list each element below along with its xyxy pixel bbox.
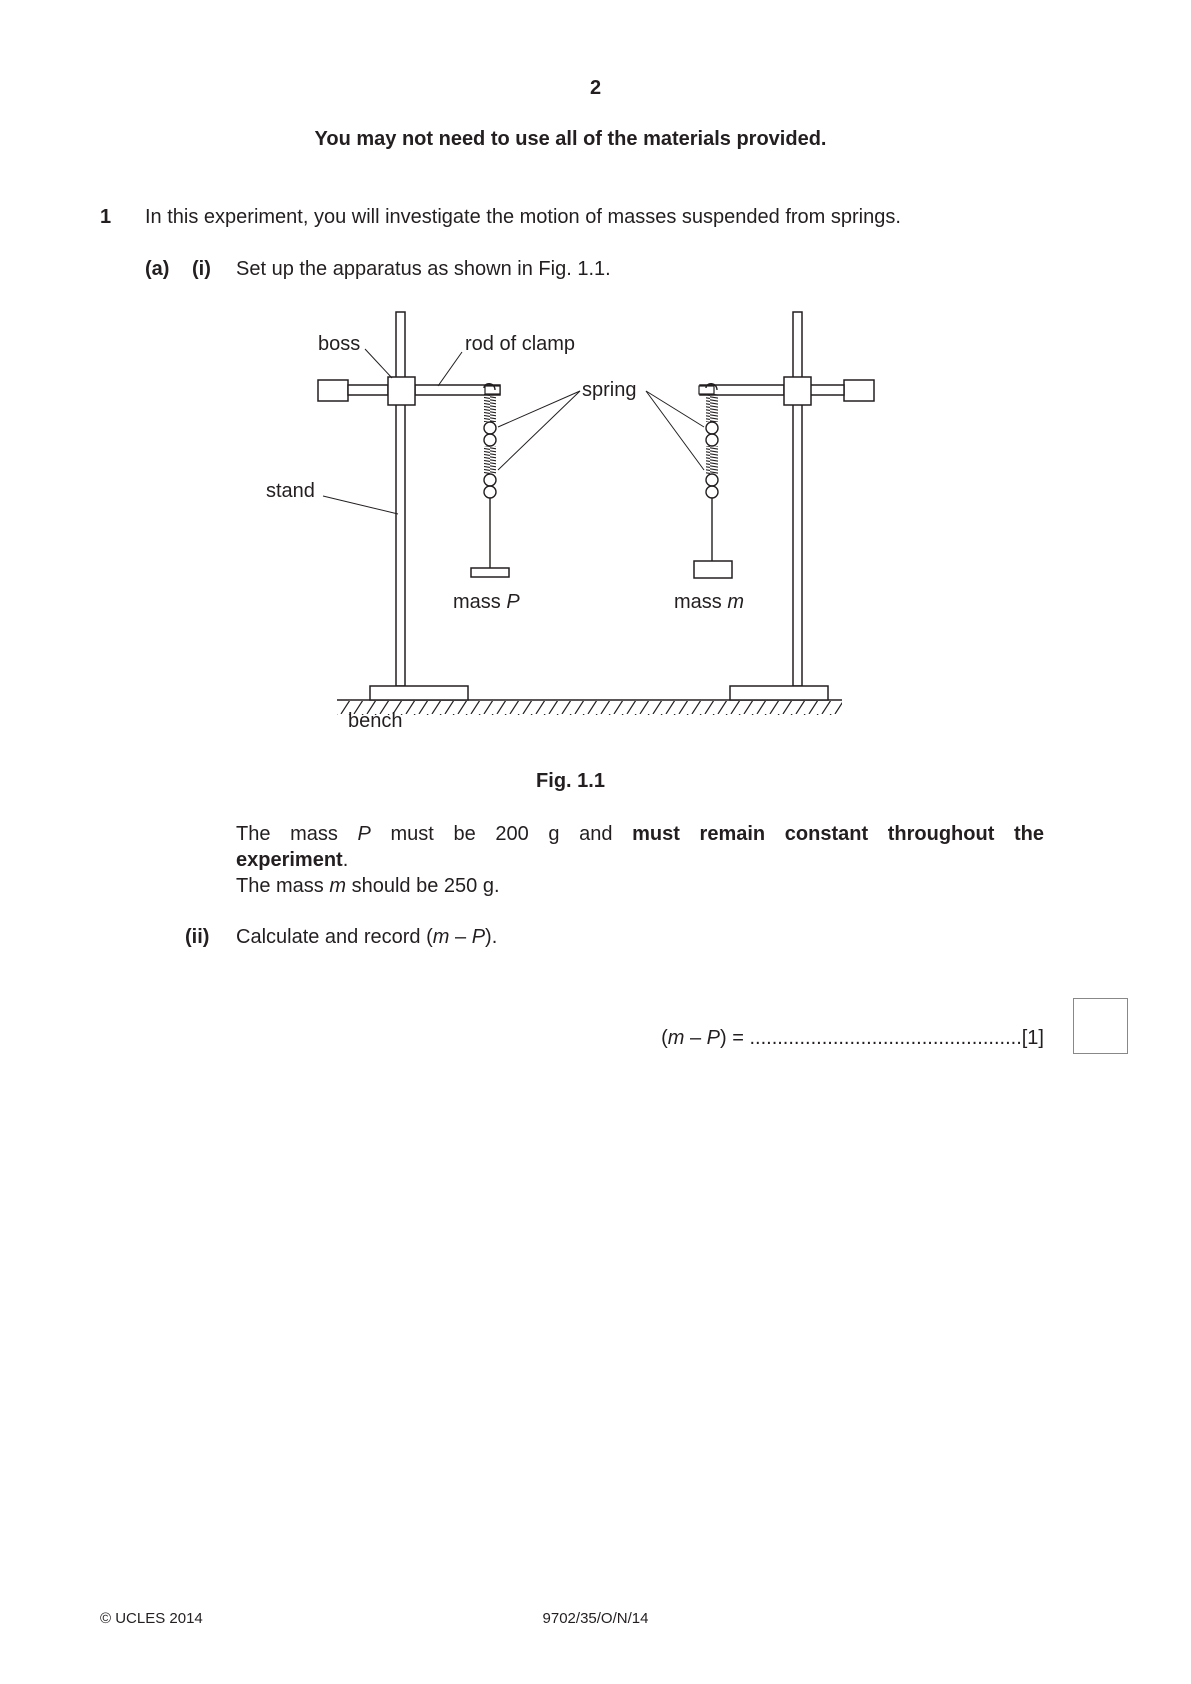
part-a-label: (a) — [145, 258, 170, 280]
mass-m-label: mass m — [674, 591, 745, 613]
page-number: 2 — [589, 77, 602, 99]
right-stand — [699, 312, 874, 700]
marks-label: [1] — [1021, 1027, 1044, 1049]
mass-m — [694, 561, 732, 578]
stand-label: stand — [266, 480, 315, 502]
leader-lines — [323, 349, 704, 514]
instruction: You may not need to use all of the materials provided. — [314, 128, 827, 150]
part-ii-label: (ii) — [185, 926, 210, 948]
right-spring — [706, 384, 718, 562]
left-stand — [318, 312, 500, 700]
answer-line[interactable]: (m – P) = .................................................[1] — [661, 1027, 1044, 1049]
mass-p-label: mass P — [453, 591, 520, 613]
mass-instructions-line-1: The mass P must be 200 g and must remain constant throughout the — [236, 823, 1044, 845]
bench — [337, 700, 842, 715]
mass-instructions — [236, 821, 1044, 899]
mass-instructions-line-3: The mass m should be 250 g. — [236, 875, 500, 897]
apparatus-figure — [0, 0, 1191, 760]
mass-p — [471, 568, 509, 577]
answer-dots: ................................................. — [749, 1027, 1022, 1049]
left-spring — [484, 384, 496, 572]
part-i-label: (i) — [192, 258, 211, 280]
examiner-mark-box — [1073, 998, 1128, 1054]
part-ii-text: Calculate and record (m – P). — [236, 926, 498, 948]
question-number: 1 — [100, 206, 112, 228]
spring-label: spring — [582, 379, 637, 401]
rod-of-clamp-label: rod of clamp — [465, 333, 576, 355]
footer-copyright: © UCLES 2014 — [100, 1610, 203, 1627]
figure-caption: Fig. 1.1 — [536, 770, 605, 792]
bench-label: bench — [348, 710, 403, 732]
question-text: In this experiment, you will investigate the motion of masses suspended from springs. — [145, 206, 901, 228]
part-i-text: Set up the apparatus as shown in Fig. 1.1. — [236, 258, 611, 280]
footer-paper-code: 9702/35/O/N/14 — [542, 1610, 649, 1627]
boss-label: boss — [318, 333, 361, 355]
mass-instructions-line-2: experiment. — [236, 849, 349, 871]
